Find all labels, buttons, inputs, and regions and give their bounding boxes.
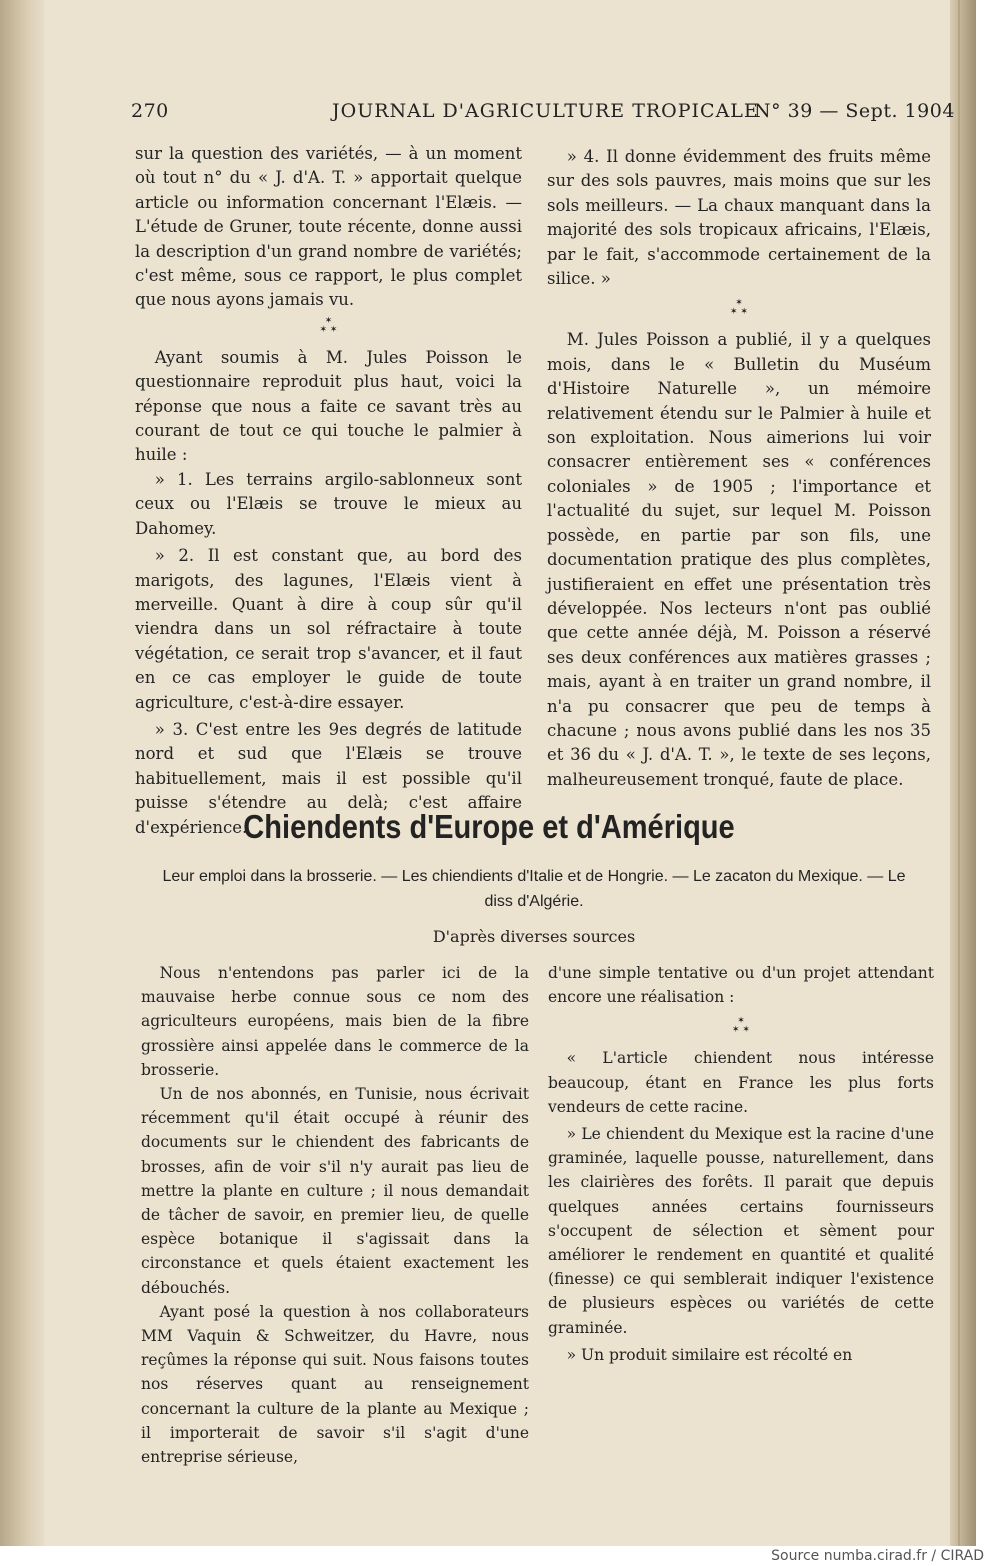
asterism: ✶ ✶ ✶: [730, 298, 748, 318]
paragraph: » Le chiendent du Mexique est la racine d'une graminée, laquelle pousse, naturellement, dans les clairières des forêts. Il parait que depuis quelques années certains fournisseurs s'occupent de sélection et sèment pour améliorer le rendement en quantité et qualité (finesse) ce qui semblerait indiquer l'existence de plusieurs espèces ou variétés de cette graminée.: [548, 1125, 934, 1337]
paragraph: Un de nos abonnés, en Tunisie, nous écrivait récemment qu'il était occupé à réunir des documents sur le chiendent des fabricants de brosses, afin de voir s'il n'y aurait pas lieu de mettre la plante en culture ; il nous demandait de tâcher de savoir, en premier lieu, de quelle espèce botanique il s'agissait dans la circonstance et quels étaient exactement les débouchés.: [141, 1085, 529, 1297]
source-credit: Source numba.cirad.fr / CIRAD: [771, 1548, 984, 1564]
paragraph: sur la question des variétés, — à un moment où tout n° du « J. d'A. T. » apportait quelque article ou information concernant l'Elæis. — L'étude de Gruner, toute récente, donne aussi la description d'un grand nombre de variétés; c'est même, sous ce rapport, le plus complet que nous ayons jamais vu.: [135, 144, 522, 310]
article-title: Chiendents d'Europe et d'Amérique: [243, 808, 735, 845]
asterism: ✶ ✶ ✶: [732, 1016, 750, 1036]
paragraph: » 1. Les terrains argilo-sablonneux sont ceux ou l'Elæis se trouve le mieux au Dahomey.: [135, 469, 522, 538]
paragraph: « L'article chiendent nous intéresse beaucoup, étant en France les plus forts vendeurs de cette racine.: [548, 1049, 934, 1116]
paragraph: » Un produit similaire est récolté en: [566, 1345, 853, 1364]
page-number: 270: [131, 100, 169, 122]
bottom-right-column: [548, 961, 934, 1367]
paragraph: » 3. C'est entre les 9es degrés de latitude nord et sud que l'Elæis se trouve habituellement, mais il est possible qu'il puisse s'étendre au delà; c'est affaire d'expérience.: [135, 719, 522, 837]
article-subtitle: Leur emploi dans la brosserie. — Les chiendients d'Italie et de Hongrie. — Le zacaton du Mexique. — Le diss d'Algérie.: [162, 868, 906, 910]
paragraph: Ayant soumis à M. Jules Poisson le questionnaire reproduit plus haut, voici la réponse que nous a faite ce savant très au courant de tout ce qui touche le palmier à huile :: [135, 347, 522, 465]
paragraph: d'une simple tentative ou d'un projet attendant encore une réalisation :: [548, 964, 934, 1007]
paragraph: » 2. Il est constant que, au bord des marigots, des lagunes, l'Elæis vient à merveille. Quant à dire à coup sûr qu'il viendra dans un sol réfractaire à toute végétation, ce serait trop s'avancer, et il faut en ce cas employer le guide de toute agriculture, c'est-à-dire essayer.: [135, 546, 522, 712]
article-sources: D'après diverses sources: [432, 927, 636, 946]
top-left-column: [135, 142, 522, 840]
page-stack-left-edge: [0, 0, 44, 1546]
asterism: ✶ ✶ ✶: [319, 315, 338, 335]
journal-title: JOURNAL D'AGRICULTURE TROPICALE: [332, 100, 759, 122]
issue-date: N° 39 — Sept. 1904: [754, 100, 955, 122]
binding-right-edge: [950, 0, 976, 1546]
bottom-left-column: [141, 961, 529, 1469]
paragraph: M. Jules Poisson a publié, il y a quelques mois, dans le « Bulletin du Muséum d'Histoire Naturelle », un mémoire relativement étendu sur le Palmier à huile et son exploitation. Nous aimerions lui voir consacrer entièrement ses « conférences coloniales » de 1905 ; l'importance et l'actualité du sujet, sur lequel M. Poisson possède, en partie par son fils, une documentation pratique des plus complètes, justifieraient en effet une présentation très développée. Nos lecteurs n'ont pas oublié que cette année déjà, M. Poisson a réservé ses deux conférences aux matières grasses ; mais, ayant à en traiter un grand nombre, il n'a pu consacrer que peu de temps à chacune ; nous avons publié dans les nos 35 et 36 du « J. d'A. T. », le texte de ses leçons, malheureusement tronqué, faute de place.: [547, 330, 931, 789]
paragraph: » 4. Il donne évidemment des fruits même sur des sols pauvres, mais moins que sur les sols meilleurs. — La chaux manquant dans la majorité des sols tropicaux africains, l'Elæis, par le fait, s'accommode certainement de la silice. »: [547, 147, 931, 289]
paragraph: Ayant posé la question à nos collaborateurs MM Vaquin & Schweitzer, du Havre, nous reçûmes la réponse qui suit. Nous faisons toutes nos réserves quant au renseignement concernant la culture de la plante au Mexique ; il importerait de savoir s'il s'agit d'une entreprise sérieuse,: [141, 1302, 529, 1467]
top-right-column: [547, 145, 931, 792]
paragraph: Nous n'entendons pas parler ici de la mauvaise herbe connue sous ce nom des agriculteurs européens, mais bien de la fibre grossière ainsi appelée dans le commerce de la brosserie.: [141, 964, 529, 1079]
